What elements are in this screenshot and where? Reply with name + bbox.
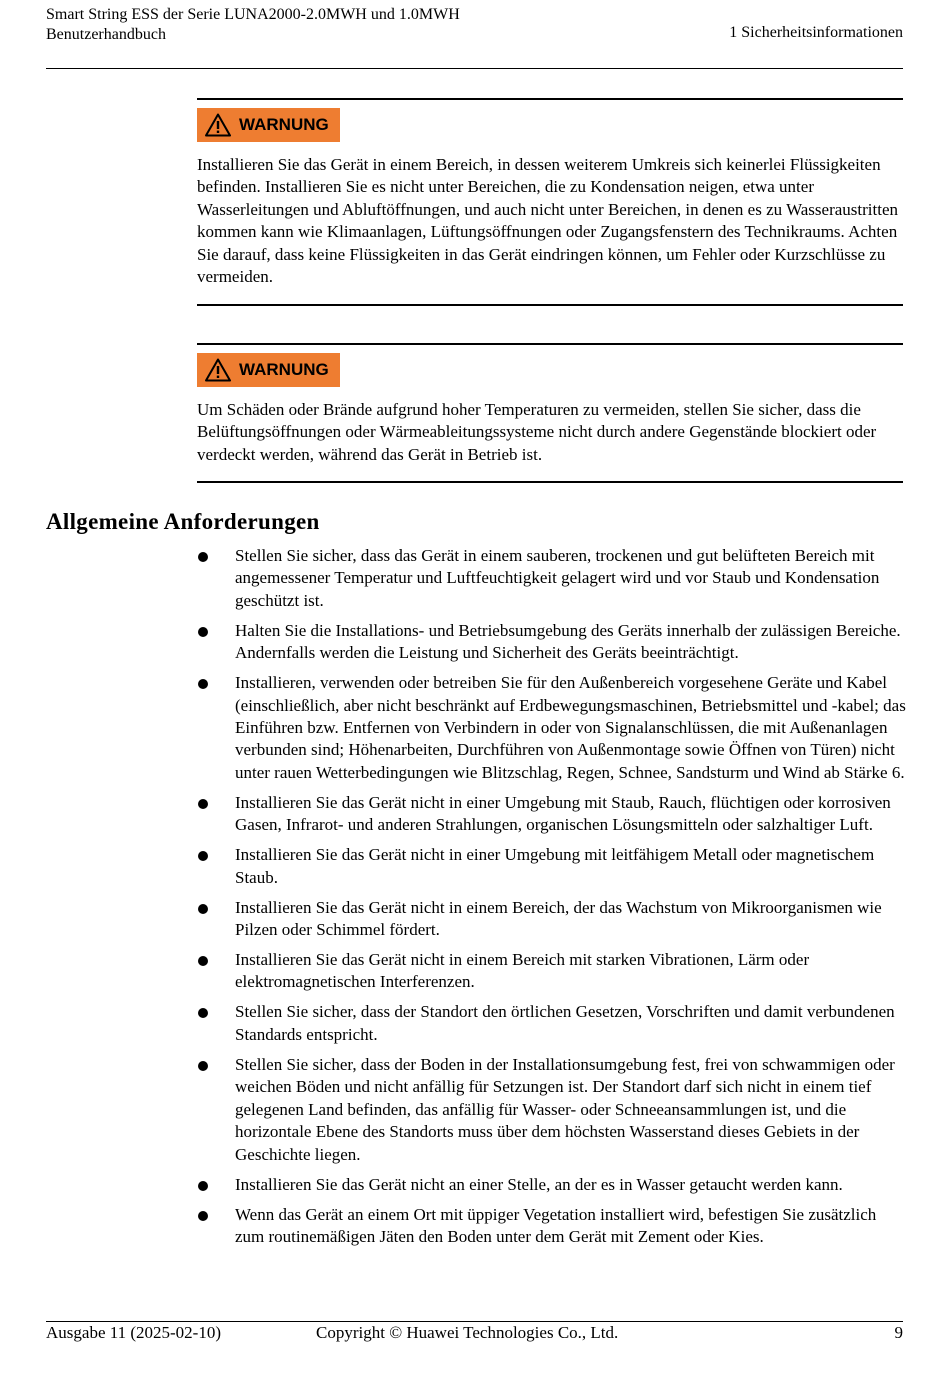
section-heading: Allgemeine Anforderungen [46,509,320,534]
list-item-text: Installieren, verwenden oder betreiben Sie für den Außenbereich vorgesehene Geräte und Kabel (einschließlich, aber nicht beschränkt auf Erdbewegungsmaschinen, Betriebsmittel und -kabel; das Einführen bzw. Entfernen von Verbindern in oder von Signalanschlüssen, die mit Außenanlagen verbunden sind; Höhenarbeiten, Durchführen von Außenmontage sowie Öffnen von Türen) nicht unter rauen Wetterbedingungen wie Blitzschlag, Regen, Schnee, Sandsturm und Wind ab Stärke 6. [235,673,906,782]
list-item-text: Halten Sie die Installations- und Betriebsumgebung des Geräts innerhalb der zulässigen Bereiche. Andernfalls werden die Leistung und Sicherheit des Geräts beeinträchtigt. [235,620,901,663]
list-item-text: Installieren Sie das Gerät nicht in einem Bereich mit starken Vibrationen, Lärm oder elektromagnetischen Interferenzen. [235,950,810,992]
bullet-icon [198,1008,208,1018]
list-item [197,1001,907,1046]
list-item [197,844,907,889]
list-item-text: Installieren Sie das Gerät nicht in einem Bereich, der das Wachstum von Mikroorganismen wie Pilzen oder Schimmel fördert. [235,897,882,940]
page-number: 9 [894,1323,903,1342]
warning-label: WARNUNG [239,115,329,134]
list-item-text: Installieren Sie das Gerät nicht in einer Umgebung mit leitfähigem Metall oder magnetischem Staub. [235,845,875,887]
document-subtitle: Benutzerhandbuch [46,26,166,43]
bullet-icon [198,851,208,861]
document-title: Smart String ESS der Serie LUNA2000-2.0MWH und 1.0MWH [46,6,460,23]
bullet-icon [198,1061,208,1071]
bullet-icon [198,904,208,914]
warning-top-rule [197,343,903,345]
warning-badge [197,353,340,387]
warning-text: Um Schäden oder Brände aufgrund hoher Temperaturen zu vermeiden, stellen Sie sicher, dass die Belüftungsöffnungen oder Wärmeableitungssysteme nicht durch andere Gegenstände blockiert oder verdeckt werden, während das Gerät in Betrieb ist. [197,400,877,464]
list-item-text: Stellen Sie sicher, dass das Gerät in einem sauberen, trockenen und gut belüfteten Bereich mit angemessener Temperatur und Luftfeuchtigkeit gelagert wird und vor Staub und Kondensation geschützt ist. [235,546,880,610]
list-item-text: Stellen Sie sicher, dass der Boden in der Installationsumgebung fest, frei von schwammigen oder weichen Böden und nicht anfällig für Setzungen ist. Der Standort darf sich nicht in einem tief gelegenen Land befinden, das anfällig für Wasser- oder Schneeansammlungen ist, und die horizontale Ebene des Standorts muss über dem höchsten Wasserstand dieses Gebiets in der Geschichte liegen. [235,1054,895,1164]
warning-triangle-icon [205,113,231,137]
bullet-icon [198,956,208,966]
warning-box [197,343,903,464]
warning-triangle-icon [205,358,231,382]
list-item-text: Installieren Sie das Gerät nicht in einer Umgebung mit Staub, Rauch, flüchtigen oder korrosiven Gasen, Infrarot- und anderen Strahlungen, organischen Lösungsmitteln oder salzhaltiger Luft. [235,792,891,835]
bullet-icon [198,552,208,562]
list-item [197,1204,907,1249]
list-item [197,672,907,784]
bullet-icon [198,679,208,689]
list-item [197,1174,907,1196]
header-divider [46,68,903,69]
warning-badge [197,108,340,142]
warning-bottom-rule [197,304,903,306]
list-item [197,792,907,837]
list-item [197,949,907,994]
bullet-icon [198,799,208,809]
list-item [197,620,907,665]
requirements-list [197,545,907,1256]
warning-bottom-rule [197,481,903,483]
warning-box [197,98,903,287]
copyright-notice: Copyright © Huawei Technologies Co., Ltd. [316,1323,619,1342]
list-item [197,1054,907,1166]
warning-top-rule [197,98,903,100]
warning-text: Installieren Sie das Gerät in einem Bereich, in dessen weiterem Umkreis sich keinerlei Flüssigkeiten befinden. Installieren Sie es nicht unter Bereichen, die zu Kondensation neigen, etwa unter Wasserleitungen und Abluftöffnungen, und auch nicht unter Bereichen, in denen es zu Wasseraustritten kommen kann wie Klimaanlagen, Lüftungsöffnungen oder Zugangsfenstern des Technikraums. Achten Sie darauf, dass keine Flüssigkeiten in das Gerät eindringen können, um Fehler oder Kurzschlüsse zu vermeiden. [197,155,898,287]
chapter-title: 1 Sicherheitsinformationen [729,24,903,41]
list-item [197,545,907,612]
bullet-icon [198,627,208,637]
page-header [46,5,903,45]
list-item-text: Stellen Sie sicher, dass der Standort den örtlichen Gesetzen, Vorschriften und damit verbundenen Standards entspricht. [235,1002,895,1044]
list-item-text: Installieren Sie das Gerät nicht an einer Stelle, an der es in Wasser getaucht werden kann. [235,1174,843,1194]
issue-date: Ausgabe 11 (2025-02-10) [46,1323,221,1342]
warning-label: WARNUNG [239,360,329,379]
bullet-icon [198,1181,208,1191]
bullet-icon [198,1211,208,1221]
list-item [197,897,907,942]
list-item-text: Wenn das Gerät an einem Ort mit üppiger Vegetation installiert wird, befestigen Sie zusätzlich zum routinemäßigen Jäten den Boden unter dem Gerät mit Zement oder Kies. [235,1204,877,1246]
